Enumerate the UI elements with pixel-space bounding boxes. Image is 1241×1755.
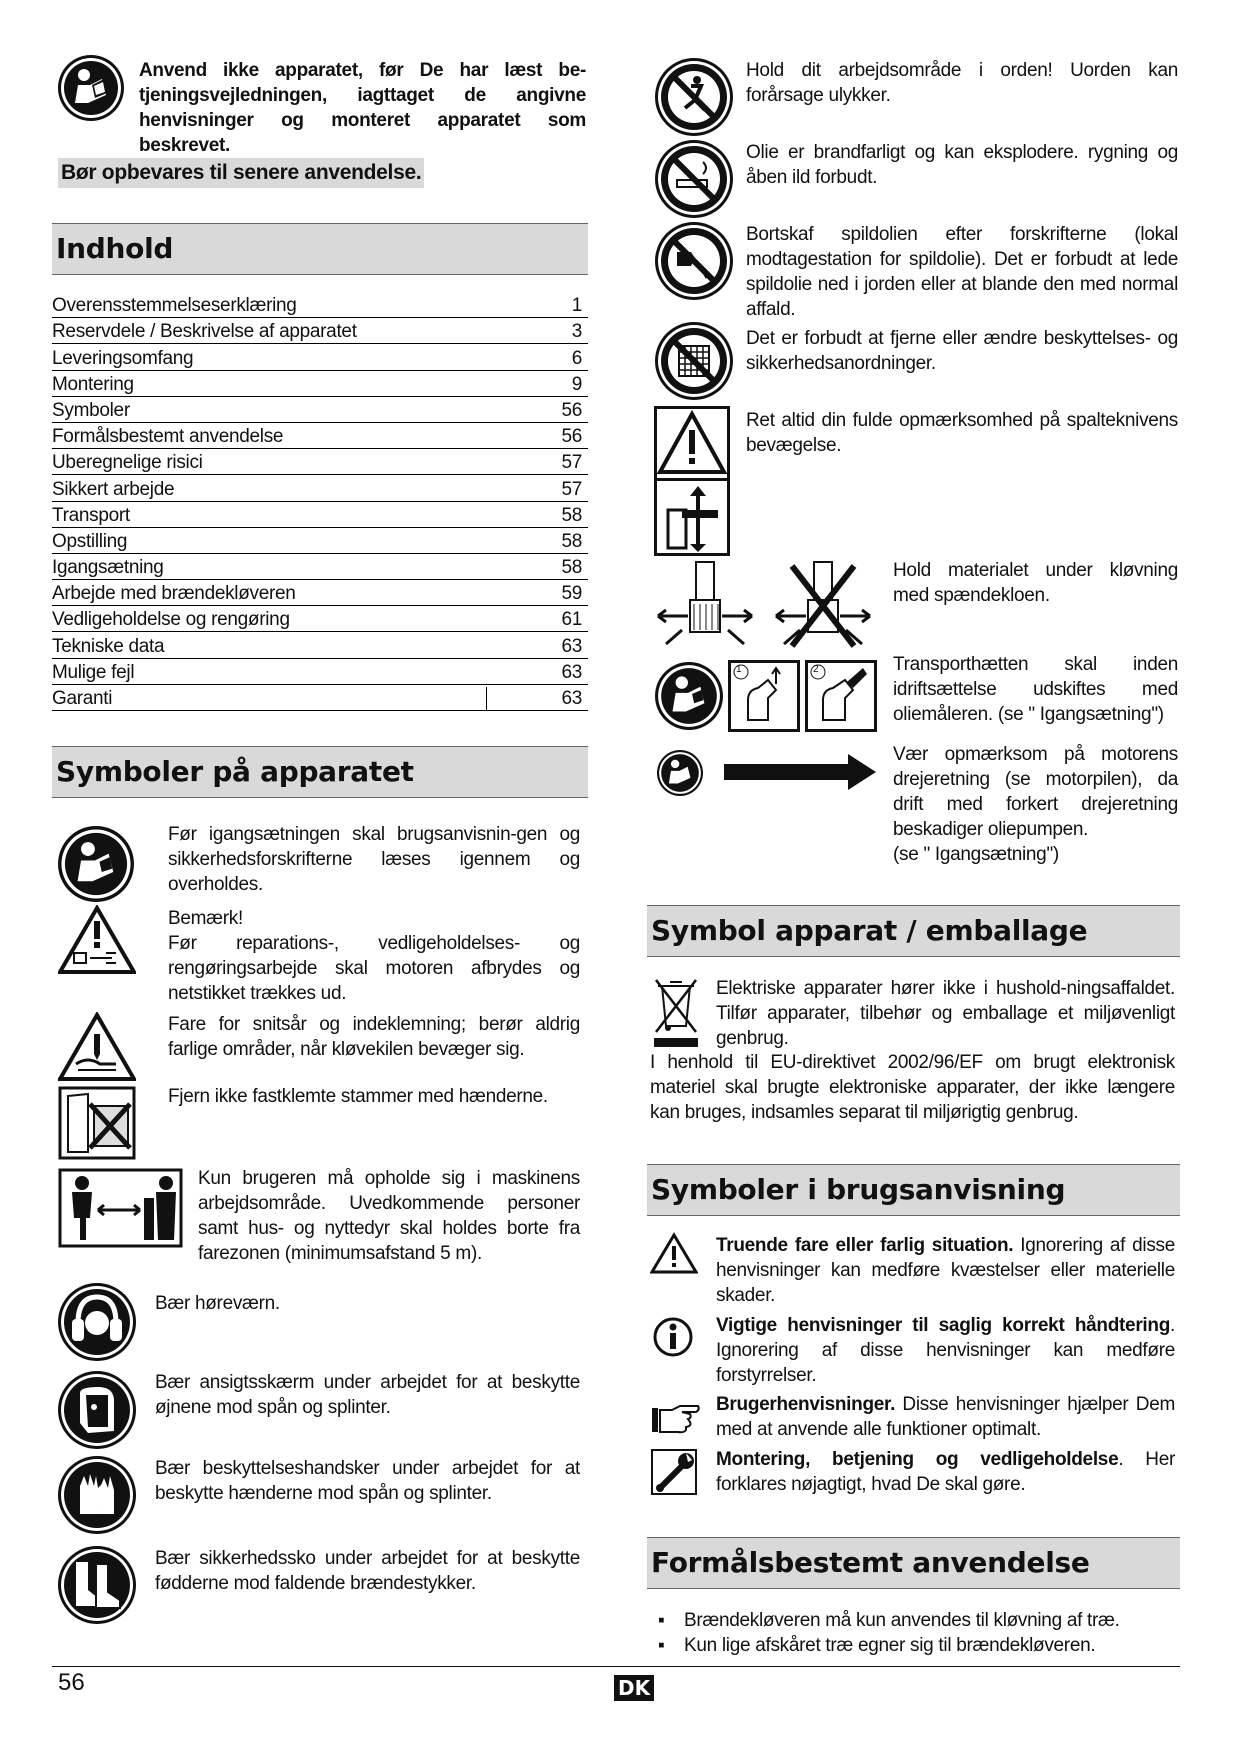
- wrench-icon: [650, 1448, 698, 1496]
- toc-title: Indhold: [56, 232, 174, 265]
- toc-header: [52, 223, 588, 275]
- toc-label: Arbejde med brændekløveren: [52, 583, 296, 605]
- toc-label: Mulige fejl: [52, 661, 135, 683]
- assembly-desc: . Her forklares nøjagtigt, hvad De skal gøre.: [716, 1449, 1175, 1495]
- keep-order-prohibited-icon: [655, 58, 733, 136]
- toc-label: Uberegnelige risici: [52, 452, 203, 474]
- toc-page: 9: [571, 373, 582, 395]
- danger-desc: Ignorering af disse henvisninger kan medføre kvæstelser eller materielle skader.: [716, 1235, 1175, 1306]
- transport-cap-text: Transporthætten skal inden idriftsættelse udskiftes med oliemåleren. (se " Igangsætning"): [893, 654, 1178, 725]
- toc-row: [52, 344, 588, 370]
- no-remove-guards-text: Det er forbudt at fjerne eller ændre beskyttelses- og sikkerhedsanordninger.: [746, 328, 1178, 374]
- toc-row: [52, 371, 588, 397]
- danger-triangle-icon: [650, 1232, 698, 1274]
- cap-step-2-label: 2: [813, 664, 819, 675]
- info-bold: Vigtige henvisninger til saglig korrekt håndtering: [716, 1315, 1171, 1336]
- dispose-oil-text: Bortskaf spildolien efter forskrifterne (lokal modtagestation for spildolie). Det er forbudt at lede spildolie ned i jorden eller at blande den med normal affald.: [746, 224, 1178, 320]
- hint-text: [716, 1392, 1175, 1442]
- no-hands-jammed-icon: [58, 1086, 136, 1160]
- toc-row: [52, 502, 588, 528]
- toc-label: Tekniske data: [52, 635, 165, 657]
- toc-label: Igangsætning: [52, 557, 164, 579]
- toc-row: [52, 554, 588, 580]
- toc-label: Reservdele / Beskrivelse af apparatet: [52, 321, 357, 343]
- face-shield-icon: [58, 1371, 136, 1449]
- page-number: 56: [58, 1669, 85, 1696]
- packaging-header: [647, 905, 1180, 957]
- toc-label: Overensstemmelseserklæring: [52, 295, 297, 317]
- packaging-title: Symbol apparat / emballage: [651, 914, 1088, 947]
- toc-label: Formålsbestemt anvendelse: [52, 426, 284, 448]
- manual-symbols-header: [647, 1164, 1180, 1216]
- rotation-ref: (se " Igangsætning"): [893, 844, 1059, 865]
- read-manual-icon: [58, 826, 134, 902]
- toc-page: 61: [561, 609, 582, 631]
- toc-page: 3: [571, 321, 582, 343]
- hint-desc: Disse henvisninger hjælper Dem med at anvende alle funktioner optimalt.: [716, 1394, 1175, 1440]
- info-text: [716, 1313, 1175, 1388]
- toc-page: 1: [571, 295, 582, 317]
- ear-protection-icon: [58, 1283, 136, 1361]
- toc-page: 56: [561, 426, 582, 448]
- device-symbols-header: [52, 746, 588, 798]
- toc-label: Montering: [52, 373, 134, 395]
- jammed-text: Fjern ikke fastklemte stammer med hænderne.: [168, 1086, 548, 1107]
- no-oil-dumping-icon: [655, 222, 733, 300]
- toc-label: Opstilling: [52, 530, 128, 552]
- toc-page: 59: [561, 583, 582, 605]
- manual-symbols-title: Symboler i brugsanvisning: [651, 1173, 1066, 1206]
- note-title: Bemærk!: [168, 908, 243, 929]
- toc-page: 57: [561, 478, 582, 500]
- toc-row: [52, 318, 588, 344]
- toc-page: 58: [561, 504, 582, 526]
- hold-material-text: Hold materialet under kløvning med spændekloen.: [893, 560, 1178, 606]
- cut-hazard-text: Fare for snitsår og indeklemning; berør aldrig farlige områder, når kløvekilen bevæger sig.: [168, 1014, 580, 1060]
- no-smoking-icon: [655, 140, 733, 218]
- intended-use-title: Formålsbestemt anvendelse: [651, 1546, 1090, 1579]
- unplug-warning-icon: [58, 905, 136, 975]
- toc-page: 58: [561, 557, 582, 579]
- keep-order-text: Hold dit arbejdsområde i orden! Uorden kan forårsage ulykker.: [746, 60, 1178, 106]
- motor-direction-arrow-icon: [722, 752, 878, 792]
- device-symbols-title: Symboler på apparatet: [56, 755, 414, 788]
- assembly-text: [716, 1447, 1175, 1497]
- pointing-hand-icon: [650, 1402, 702, 1436]
- face-shield-text: Bær ansigtsskærm under arbejdet for at beskytte øjnene mod spån og splinter.: [155, 1372, 580, 1418]
- weee-text: Elektriske apparater hører ikke i hushold-ningsaffaldet. Tilfør apparater, tilbehør og emballage et miljøvenligt genbrug.: [716, 978, 1175, 1049]
- info-icon: [652, 1316, 694, 1358]
- cap-step-1-label: 1: [736, 664, 742, 675]
- safety-shoes-icon: [58, 1546, 136, 1624]
- read-manual-text: Før igangsætningen skal brugsanvisnin-gen og sikkerhedsforskrifterne læses igennem og overholdes.: [168, 824, 580, 895]
- table-of-contents: [52, 292, 588, 711]
- keep-notice: Bør opbevares til senere anvendelse.: [58, 158, 424, 188]
- list-item: ▪ Kun lige afskåret træ egner sig til brændekløveren.: [654, 1633, 1174, 1658]
- cut-hazard-icon: [58, 1012, 136, 1082]
- toc-label: Transport: [52, 504, 130, 526]
- toc-label: Leveringsomfang: [52, 347, 194, 369]
- note-text: Før reparations-, vedligeholdelses- og rengøringsarbejde skal motoren afbrydes og netstikket trækkes ud.: [168, 933, 580, 1004]
- toc-label: Sikkert arbejde: [52, 478, 175, 500]
- toc-row: [52, 475, 588, 501]
- toc-page: 63: [486, 687, 588, 710]
- operator-zone-text: Kun brugeren må opholde sig i maskinens arbejdsområde. Uvedkommende personer samt hus- og nyttedyr skal holdes borte fra farezonen (minimumsafstand 5 m).: [198, 1168, 580, 1264]
- toc-row: [52, 449, 588, 475]
- directive-text: I henhold til EU-direktivet 2002/96/EF om brugt elektronisk materiel skal brugte elektroniske apparater, der ikke længere kan bruges, indsamles separat til miljørigtig genbrug.: [650, 1052, 1175, 1123]
- toc-label: Vedligeholdelse og rengøring: [52, 609, 290, 631]
- danger-bold: Truende fare eller farlig situation.: [716, 1235, 1014, 1256]
- toc-page: 63: [561, 635, 582, 657]
- split-wrong-icon: [770, 560, 876, 650]
- gloves-text: Bær beskyttelseshandsker under arbejdet for at beskytte hænderne mod spån og splinter.: [155, 1458, 580, 1504]
- read-manual-icon: [657, 750, 703, 796]
- footer-rule: [52, 1666, 1180, 1667]
- country-badge: DK: [614, 1675, 654, 1701]
- ear-protection-text: Bær høreværn.: [155, 1293, 280, 1314]
- toc-row: [52, 292, 588, 318]
- toc-row: [52, 659, 588, 685]
- split-allowed-icon: [652, 560, 758, 650]
- info-desc: . Ignorering af disse henvisninger kan medføre forstyrrelser.: [716, 1315, 1175, 1386]
- toc-row: [52, 423, 588, 449]
- danger-text: [716, 1233, 1175, 1308]
- assembly-bold: Montering, betjening og vedligeholdelse: [716, 1449, 1119, 1470]
- no-guard-removal-icon: [655, 322, 733, 400]
- toc-row: [52, 528, 588, 554]
- operator-zone-icon: [58, 1168, 183, 1248]
- toc-row: [52, 397, 588, 423]
- intended-use-header: [647, 1537, 1180, 1589]
- list-item: ▪ Brændekløveren må kun anvendes til kløvning af træ.: [654, 1608, 1174, 1633]
- toc-row: [52, 685, 588, 711]
- toc-page: 58: [561, 530, 582, 552]
- toc-page: 63: [561, 661, 582, 683]
- toc-label: Garanti: [52, 688, 113, 709]
- hint-bold: Brugerhenvisninger.: [716, 1394, 896, 1415]
- read-manual-icon: [655, 662, 723, 730]
- toc-row: [52, 580, 588, 606]
- gloves-icon: [58, 1456, 136, 1534]
- intended-use-list: [654, 1608, 1174, 1658]
- rotation-text: Vær opmærksom på motorens drejeretning (se motorpilen), da drift med forkert drejeretning beskadiger oliepumpen.: [893, 744, 1178, 840]
- toc-row: [52, 632, 588, 658]
- toc-row: [52, 606, 588, 632]
- toc-page: 6: [571, 347, 582, 369]
- intro-warning: Anvend ikke apparatet, før De har læst be-tjeningsvejledningen, iagttaget de angivne henvisninger og monteret apparatet som beskrevet.: [139, 60, 586, 156]
- toc-page: 56: [561, 399, 582, 421]
- toc-page: 57: [561, 452, 582, 474]
- blade-warning-icon: [654, 406, 730, 556]
- read-manual-icon: [58, 55, 124, 121]
- attention-blade-text: Ret altid din fulde opmærksomhed på spalteknivens bevægelse.: [746, 410, 1178, 456]
- safety-shoes-text: Bær sikkerhedssko under arbejdet for at beskytte fødderne mod faldende brændestykker.: [155, 1548, 580, 1594]
- oil-fire-text: Olie er brandfarligt og kan eksplodere. rygning og åben ild forbudt.: [746, 142, 1178, 188]
- weee-bin-icon: [652, 976, 700, 1048]
- toc-label: Symboler: [52, 399, 130, 421]
